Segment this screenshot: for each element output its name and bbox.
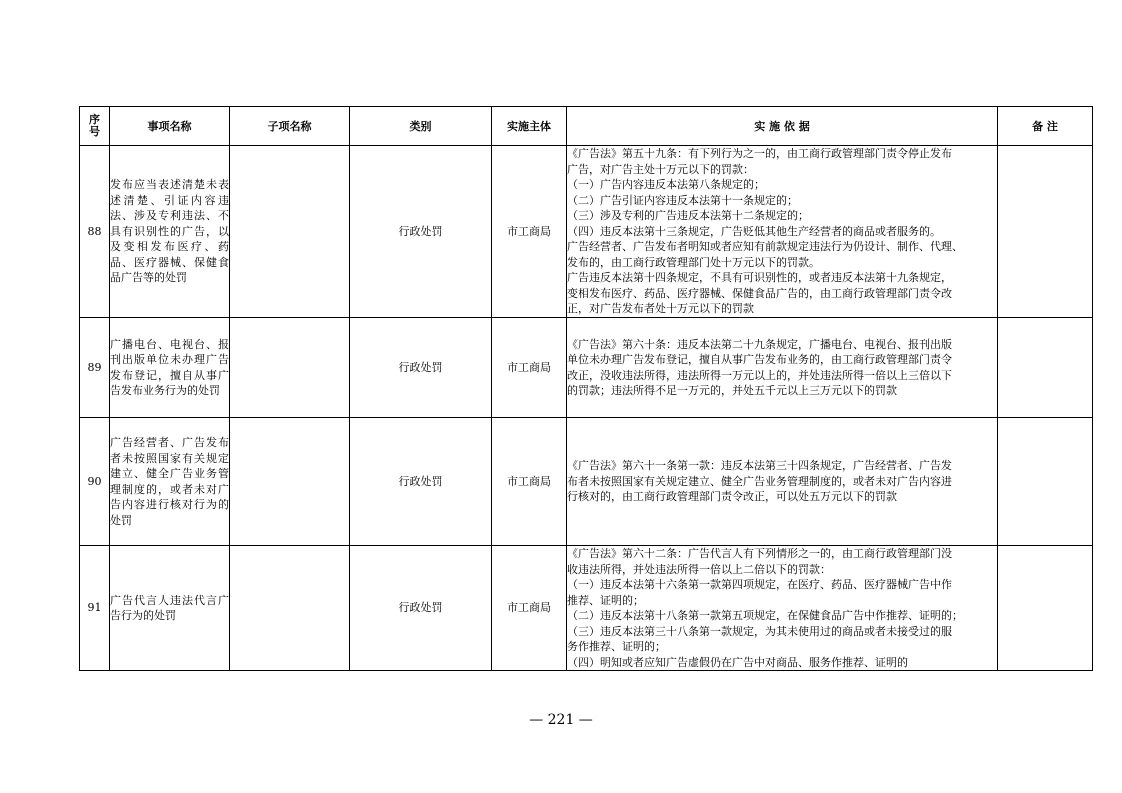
basis-line: 行核对的，由工商行政管理部门责令改正，可以处五万元以下的罚款 — [567, 490, 897, 504]
basis-line: 《广告法》第六十一条第一款：违反本法第三十四条规定，广告经营者、广告发 — [567, 459, 952, 473]
basis-line: 单位未办理广告发布登记，擅自从事广告发布业务的，由工商行政管理部门责令 — [567, 353, 952, 366]
basis-line: 改正，没收违法所得，违法所得一万元以上的，并处违法所得一倍以上三倍以下 — [567, 368, 952, 382]
item-name: 广告代言人违法代言广告行为的处罚 — [110, 546, 230, 671]
row-number: 89 — [80, 318, 110, 418]
basis-line: 广告违反本法第十四条规定，不具有可识别性的，或者违反本法第十九条规定， — [567, 271, 952, 285]
basis-line: （二）违反本法第十八条第一款第五项规定，在保健食品广告中作推荐、证明的； — [567, 609, 963, 622]
header-basis: 实 施 依 据 — [567, 107, 998, 146]
basis-line: （二）广告引证内容违反本法第十一条规定的； — [567, 193, 798, 207]
row-number: 91 — [80, 546, 110, 671]
table-row — [80, 546, 1093, 671]
basis-line: 广告经营者、广告发布者明知或者应知有前款规定违法行为仍设计、制作、代理、 — [567, 240, 963, 254]
page-number: — 221 — — [529, 712, 593, 728]
implementing-subject: 市工商局 — [492, 418, 567, 546]
basis-line: 的罚款；违法所得不足一万元的，并处五千元以上三万元以下的罚款 — [567, 384, 897, 397]
header-seq: 序号 — [80, 107, 110, 146]
implementing-subject: 市工商局 — [492, 318, 567, 418]
basis-line: （三）违反本法第三十八条第一款规定，为其未使用过的商品或者未接受过的服 — [567, 624, 952, 638]
basis-line: 布者未按照国家有关规定建立、健全广告业务管理制度的，或者未对广告内容进 — [567, 474, 952, 488]
sub-item-name — [230, 146, 350, 318]
category: 行政处罚 — [350, 318, 492, 418]
header-remarks: 备 注 — [998, 107, 1093, 146]
header-subject: 实施主体 — [492, 107, 567, 146]
basis-line: （一）违反本法第十六条第一款第四项规定，在医疗、药品、医疗器械广告中作 — [567, 578, 952, 591]
category: 行政处罚 — [350, 546, 492, 671]
legal-basis — [567, 546, 998, 671]
basis-line: （四）明知或者应知广告虚假仍在广告中对商品、服务作推荐、证明的 — [567, 655, 908, 669]
basis-line: （三）涉及专利的广告违反本法第十二条规定的； — [567, 209, 809, 223]
item-name: 广播电台、电视台、报刊出版单位未办理广告发布登记，擅自从事广告发布业务行为的处罚 — [110, 318, 230, 418]
legal-basis — [567, 318, 998, 418]
category: 行政处罚 — [350, 418, 492, 546]
basis-line: （四）违反本法第十三条规定，广告贬低其他生产经营者的商品或者服务的。 — [567, 224, 941, 238]
basis-line: 《广告法》第六十二条：广告代言人有下列情形之一的，由工商行政管理部门没 — [567, 547, 952, 560]
header-item-name: 事项名称 — [110, 107, 230, 146]
header-sub-item: 子项名称 — [230, 107, 350, 146]
remarks — [998, 418, 1093, 546]
item-name: 发布应当表述清楚未表述清楚、引证内容违法、涉及专利违法、不具有识别性的广告，以及变相发布医疗、药品、医疗器械、保健食品广告等的处罚 — [110, 146, 230, 318]
header-category: 类别 — [350, 107, 492, 146]
basis-line: 正，对广告发布者处十万元以下的罚款 — [567, 302, 754, 316]
table-row — [80, 318, 1093, 418]
basis-line: 推荐、证明的； — [567, 593, 644, 607]
basis-line: 变相发布医疗、药品、医疗器械、保健食品广告的，由工商行政管理部门责令改 — [567, 286, 952, 300]
implementing-subject: 市工商局 — [492, 546, 567, 671]
row-number: 88 — [80, 146, 110, 318]
regulation-table — [79, 106, 1093, 671]
legal-basis — [567, 146, 998, 318]
basis-line: 《广告法》第五十九条：有下列行为之一的，由工商行政管理部门责令停止发布 — [567, 147, 952, 161]
basis-line: 《广告法》第六十条：违反本法第二十九条规定，广播电台、电视台、报刊出版 — [567, 337, 952, 351]
row-number: 90 — [80, 418, 110, 546]
basis-line: 收违法所得，并处违法所得一倍以上二倍以下的罚款： — [567, 562, 831, 576]
basis-line: 发布的，由工商行政管理部门处十万元以下的罚款。 — [567, 255, 820, 269]
remarks — [998, 318, 1093, 418]
category: 行政处罚 — [350, 146, 492, 318]
sub-item-name — [230, 546, 350, 671]
item-name: 广告经营者、广告发布者未按照国家有关规定建立、健全广告业务管理制度的，或者未对广告内容进行核对行为的处罚 — [110, 418, 230, 546]
header-row — [80, 107, 1093, 146]
sub-item-name — [230, 318, 350, 418]
table-row — [80, 418, 1093, 546]
sub-item-name — [230, 418, 350, 546]
basis-line: 务作推荐、证明的； — [567, 640, 666, 653]
basis-line: 广告，对广告主处十万元以下的罚款： — [567, 162, 754, 176]
remarks — [998, 546, 1093, 671]
basis-line: （一）广告内容违反本法第八条规定的； — [567, 178, 765, 192]
legal-basis — [567, 418, 998, 546]
remarks — [998, 146, 1093, 318]
table-row — [80, 146, 1093, 318]
implementing-subject: 市工商局 — [492, 146, 567, 318]
